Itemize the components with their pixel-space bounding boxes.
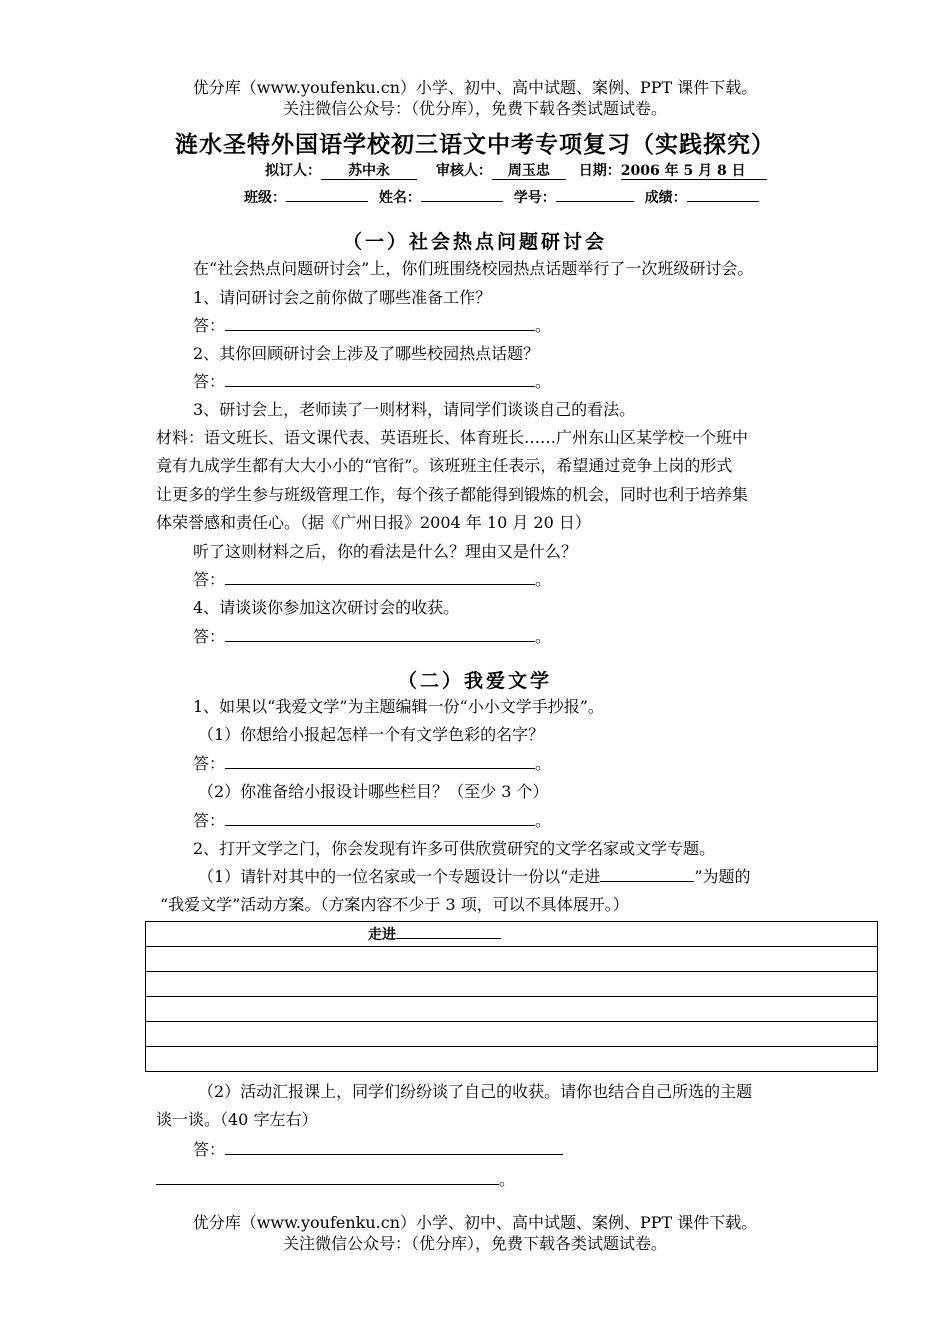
answer-line[interactable]: [225, 811, 535, 826]
question-1-3-follow: 听了这则材料之后，你的看法是什么？理由又是什么？: [193, 542, 578, 561]
answer-1-4: 答： 。: [193, 627, 552, 646]
footer-line-2: 关注微信公众号：（优分库），免费下载各类试题试卷。: [282, 1234, 667, 1253]
student-id-field[interactable]: [556, 201, 634, 202]
answer-1-1: 答： 。: [193, 316, 552, 335]
author-label: 拟订人：: [265, 163, 321, 179]
plan-table-header: 走进: [146, 922, 878, 947]
plan-row[interactable]: [146, 1022, 878, 1047]
section-2-heading: （二）我爱文学: [397, 670, 552, 692]
answer-line[interactable]: [225, 316, 535, 331]
answer-2-1-1: 答： 。: [193, 754, 552, 773]
name-label: 姓名：: [378, 190, 421, 206]
question-1-3: 3、研讨会上，老师读了一则材料，请同学们谈谈自己的看法。: [193, 400, 636, 419]
question-2-1: 1、如果以“我爱文学”为主题编辑一份“小小文学手抄报”。: [193, 697, 604, 716]
class-field[interactable]: [286, 201, 368, 202]
question-2-1-1: （1）你想给小报起怎样一个有文学色彩的名字？: [198, 725, 545, 744]
footer-line-1: 优分库（www.youfenku.cn）小学、初中、高中试题、案例、PPT 课件下载。: [192, 1213, 758, 1232]
score-label: 成绩：: [644, 190, 687, 206]
name-field[interactable]: [421, 201, 503, 202]
answer-line[interactable]: [156, 1170, 499, 1185]
plan-row[interactable]: [146, 972, 878, 997]
section-1-heading: （一）社会热点问题研讨会: [342, 231, 607, 253]
date-value: 2006 年 5 月 8 日: [621, 163, 767, 180]
answer-line[interactable]: [225, 1140, 563, 1155]
answer-line[interactable]: [225, 372, 535, 387]
reviewer-label: 审核人：: [435, 163, 492, 179]
answer-line[interactable]: [225, 627, 535, 642]
question-2-1-2: （2）你准备给小报设计哪些栏目？（至少 3 个）: [198, 782, 549, 801]
student-info-line: [244, 187, 759, 207]
date-label: 日期：: [578, 163, 621, 179]
plan-title-blank[interactable]: [396, 926, 501, 939]
header-line-2: 关注微信公众号：（优分库），免费下载各类试题试卷。: [282, 99, 667, 118]
class-label: 班级：: [244, 190, 286, 206]
answer-2-2-2-cont: 。: [156, 1170, 515, 1190]
question-2-2-1-cont: “我爱文学”活动方案。（方案内容不少于 3 项，可以不具体展开。）: [160, 895, 629, 914]
question-1-1: 1、请问研讨会之前你做了哪些准备工作？: [193, 288, 492, 307]
material-line-4: 体荣誉感和责任心。（据《广州日报》2004 年 10 月 20 日）: [156, 513, 591, 532]
plan-row[interactable]: [146, 1047, 878, 1072]
theme-blank[interactable]: [600, 867, 694, 882]
reviewer-name: 周玉忠: [492, 163, 566, 180]
answer-2-1-2: 答： 。: [193, 811, 552, 830]
meta-line: [265, 160, 767, 180]
answer-1-3: 答： 。: [193, 570, 552, 589]
answer-line[interactable]: [225, 570, 535, 585]
material-line-3: 让更多的学生参与班级管理工作，每个孩子都能得到锻炼的机会，同时也利于培养集: [156, 485, 749, 504]
answer-1-2: 答： 。: [193, 372, 552, 391]
author-name: 苏中永: [321, 163, 417, 180]
header-line-1: 优分库（www.youfenku.cn）小学、初中、高中试题、案例、PPT 课件下载。: [192, 78, 758, 97]
plan-row[interactable]: [146, 947, 878, 972]
answer-2-2-2: 答：: [193, 1140, 563, 1160]
activity-plan-table: [145, 921, 878, 1072]
material-line-2: 竟有九成学生都有大大小小的“官衔”。该班班主任表示，希望通过竞争上岗的形式: [156, 456, 733, 475]
question-1-2: 2、其你回顾研讨会上涉及了哪些校园热点话题？: [193, 344, 540, 363]
section-1-intro: 在“社会热点问题研讨会”上，你们班围绕校园热点话题举行了一次班级研讨会。: [193, 259, 754, 278]
page-title: 涟水圣特外国语学校初三语文中考专项复习（实践探究）: [175, 131, 775, 158]
answer-line[interactable]: [225, 754, 535, 769]
question-2-2-2: （2）活动汇报课上，同学们纷纷谈了自己的收获。请你也结合自己所选的主题: [198, 1082, 753, 1101]
score-field[interactable]: [687, 201, 759, 202]
question-1-4: 4、请谈谈你参加这次研讨会的收获。: [193, 598, 460, 617]
student-id-label: 学号：: [513, 190, 556, 206]
plan-row[interactable]: [146, 997, 878, 1022]
question-2-2-1: （1）请针对其中的一位名家或一个专题设计一份以“走进 ”为题的: [198, 867, 751, 886]
question-2-2: 2、打开文学之门，你会发现有许多可供欣赏研究的文学名家或文学专题。: [193, 839, 716, 858]
question-2-2-2-cont: 谈一谈。（40 字左右）: [156, 1110, 318, 1129]
material-line-1: 材料：语文班长、语文课代表、英语班长、体育班长……广州东山区某学校一个班中: [156, 428, 749, 447]
